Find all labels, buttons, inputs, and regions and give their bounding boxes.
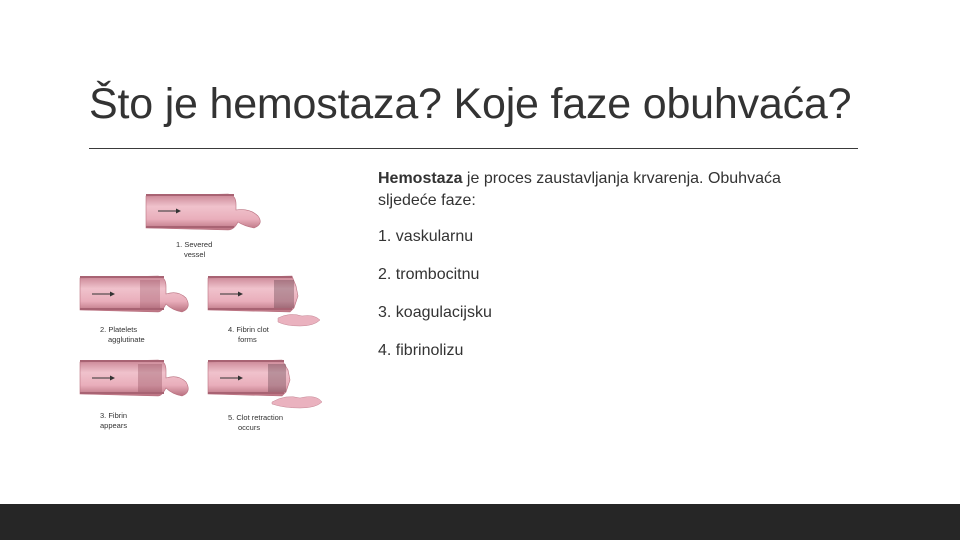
label-fibrin-clot-2: forms — [238, 335, 257, 344]
hemostasis-figure — [78, 186, 340, 438]
panel-fibrin-appears — [80, 360, 188, 430]
slide-title: Što je hemostaza? Koje faze obuhvaća? — [89, 80, 852, 128]
footer-bar — [0, 504, 960, 540]
intro-paragraph — [378, 168, 838, 212]
label-clot-retraction-1: 5. Clot retraction — [228, 413, 284, 422]
label-fibrin-appears-1: 3. Fibrin — [100, 411, 128, 420]
panel-severed-vessel — [146, 194, 260, 259]
phase-item: 3. koagulacijsku — [378, 304, 492, 321]
slide-body — [378, 168, 838, 378]
label-clot-retraction-2: occurs — [238, 423, 261, 432]
label-platelets-1: 2. Platelets — [100, 325, 138, 334]
phase-list — [378, 226, 838, 363]
label-fibrin-appears-2: appears — [100, 421, 128, 430]
intro-term: Hemostaza — [378, 170, 463, 187]
panel-fibrin-clot — [208, 276, 320, 344]
phase-item: 4. fibrinolizu — [378, 342, 464, 359]
phase-item: 1. vaskularnu — [378, 228, 474, 245]
panel-platelets — [80, 276, 188, 344]
phase-item: 2. trombocitnu — [378, 266, 480, 283]
label-severed-vessel-2: vessel — [184, 250, 206, 259]
intro-text: je proces zaustavljanja krvarenja. Obuhvaća sljedeće faze: — [378, 170, 781, 209]
label-severed-vessel-1: 1. Severed — [176, 240, 213, 249]
label-platelets-2: agglutinate — [108, 335, 145, 344]
title-divider — [89, 148, 858, 149]
panel-clot-retraction — [208, 360, 322, 432]
label-fibrin-clot-1: 4. Fibrin clot — [228, 325, 269, 334]
